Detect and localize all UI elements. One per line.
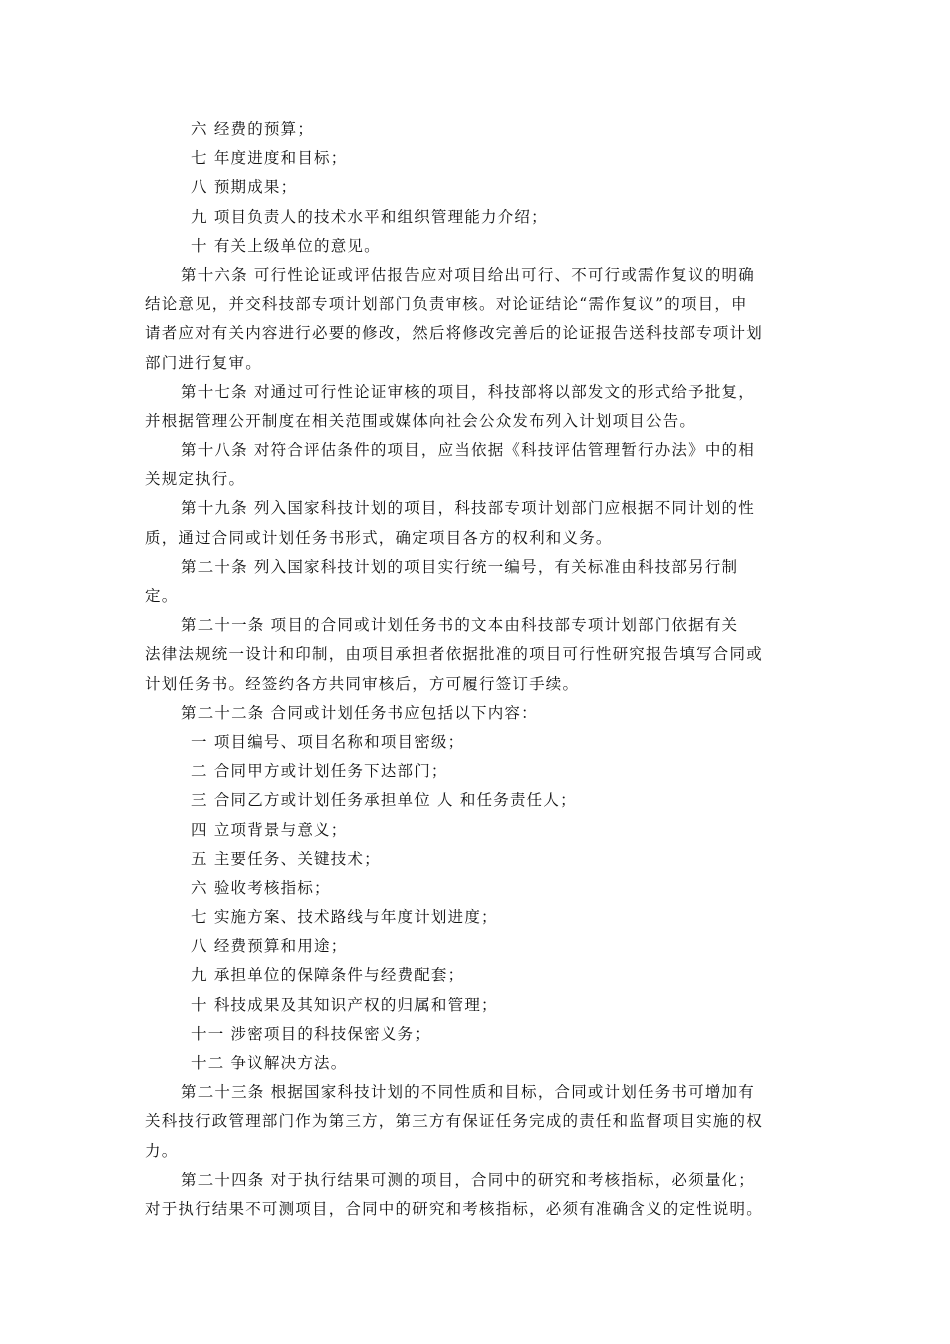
paragraph-line: 计划任务书。经签约各方共同审核后，方可履行签订手续。 <box>145 674 580 693</box>
list-item: 九 承担单位的保障条件与经费配套； <box>191 966 465 985</box>
list-item: 十二 争议解决方法。 <box>191 1054 348 1072</box>
list-item: 八 经费预算和用途； <box>191 937 348 956</box>
paragraph-line: 关规定执行。 <box>145 470 246 489</box>
list-item: 二 合同甲方或计划任务下达部门； <box>191 762 448 781</box>
list-item: 七 实施方案、技术路线与年度计划进度； <box>191 908 498 927</box>
list-item: 四 立项背景与意义； <box>191 820 348 839</box>
article-22-line: 第二十二条 合同或计划任务书应包括以下内容： <box>181 703 538 722</box>
paragraph-line: 质，通过合同或计划任务书形式，确定项目各方的权利和义务。 <box>145 528 613 547</box>
paragraph-line: 请者应对有关内容进行必要的修改，然后将修改完善后的论证报告送科技部专项计划 <box>145 324 763 343</box>
list-item: 一 项目编号、项目名称和项目密级； <box>191 732 465 751</box>
list-item: 十一 涉密项目的科技保密义务； <box>191 1024 431 1043</box>
paragraph-line: 力。 <box>145 1141 179 1160</box>
list-item: 六 经费的预算； <box>191 120 315 138</box>
article-20-line: 第二十条 列入国家科技计划的项目实行统一编号，有关标准由科技部另行制 <box>181 557 739 576</box>
list-item: 三 合同乙方或计划任务承担单位 人 和任务责任人； <box>191 791 577 810</box>
paragraph-line: 法律法规统一设计和印制，由项目承担者依据批准的项目可行性研究报告填写合同或 <box>145 645 763 664</box>
list-item: 八 预期成果； <box>191 178 298 197</box>
article-17-line: 第十七条 对通过可行性论证审核的项目，科技部将以部发文的形式给予批复， <box>181 382 755 401</box>
article-21-line: 第二十一条 项目的合同或计划任务书的文本由科技部专项计划部门依据有关 <box>181 616 739 635</box>
paragraph-line: 并根据管理公开制度在相关范围或媒体向社会公众发布列入计划项目公告。 <box>145 411 697 430</box>
paragraph-line: 关科技行政管理部门作为第三方，第三方有保证任务完成的责任和监督项目实施的权 <box>145 1112 763 1131</box>
article-18-line: 第十八条 对符合评估条件的项目，应当依据《科技评估管理暂行办法》中的相 <box>181 441 755 460</box>
document-page <box>145 115 807 1224</box>
list-item: 七 年度进度和目标； <box>191 149 348 168</box>
paragraph-line: 定。 <box>145 587 179 605</box>
paragraph-line: 部门进行复审。 <box>145 353 262 372</box>
paragraph-line: 结论意见，并交科技部专项计划部门负责审核。对论证结论“需作复议”的项目，申 <box>145 295 748 314</box>
list-item: 十 科技成果及其知识产权的归属和管理； <box>191 995 498 1014</box>
article-16-line: 第十六条 可行性论证或评估报告应对项目给出可行、不可行或需作复议的明确 <box>181 265 755 284</box>
list-item: 十 有关上级单位的意见。 <box>191 236 381 255</box>
article-23-line: 第二十三条 根据国家科技计划的不同性质和目标，合同或计划任务书可增加有 <box>181 1083 755 1102</box>
list-item: 六 验收考核指标； <box>191 878 331 897</box>
paragraph-line: 对于执行结果不可测项目，合同中的研究和考核指标，必须有准确含义的定性说明。 <box>145 1199 763 1218</box>
article-19-line: 第十九条 列入国家科技计划的项目，科技部专项计划部门应根据不同计划的性 <box>181 499 755 518</box>
article-24-line: 第二十四条 对于执行结果可测的项目，合同中的研究和考核指标，必须量化； <box>181 1170 755 1189</box>
list-item: 五 主要任务、关键技术； <box>191 849 381 868</box>
list-item: 九 项目负责人的技术水平和组织管理能力介绍； <box>191 207 548 226</box>
